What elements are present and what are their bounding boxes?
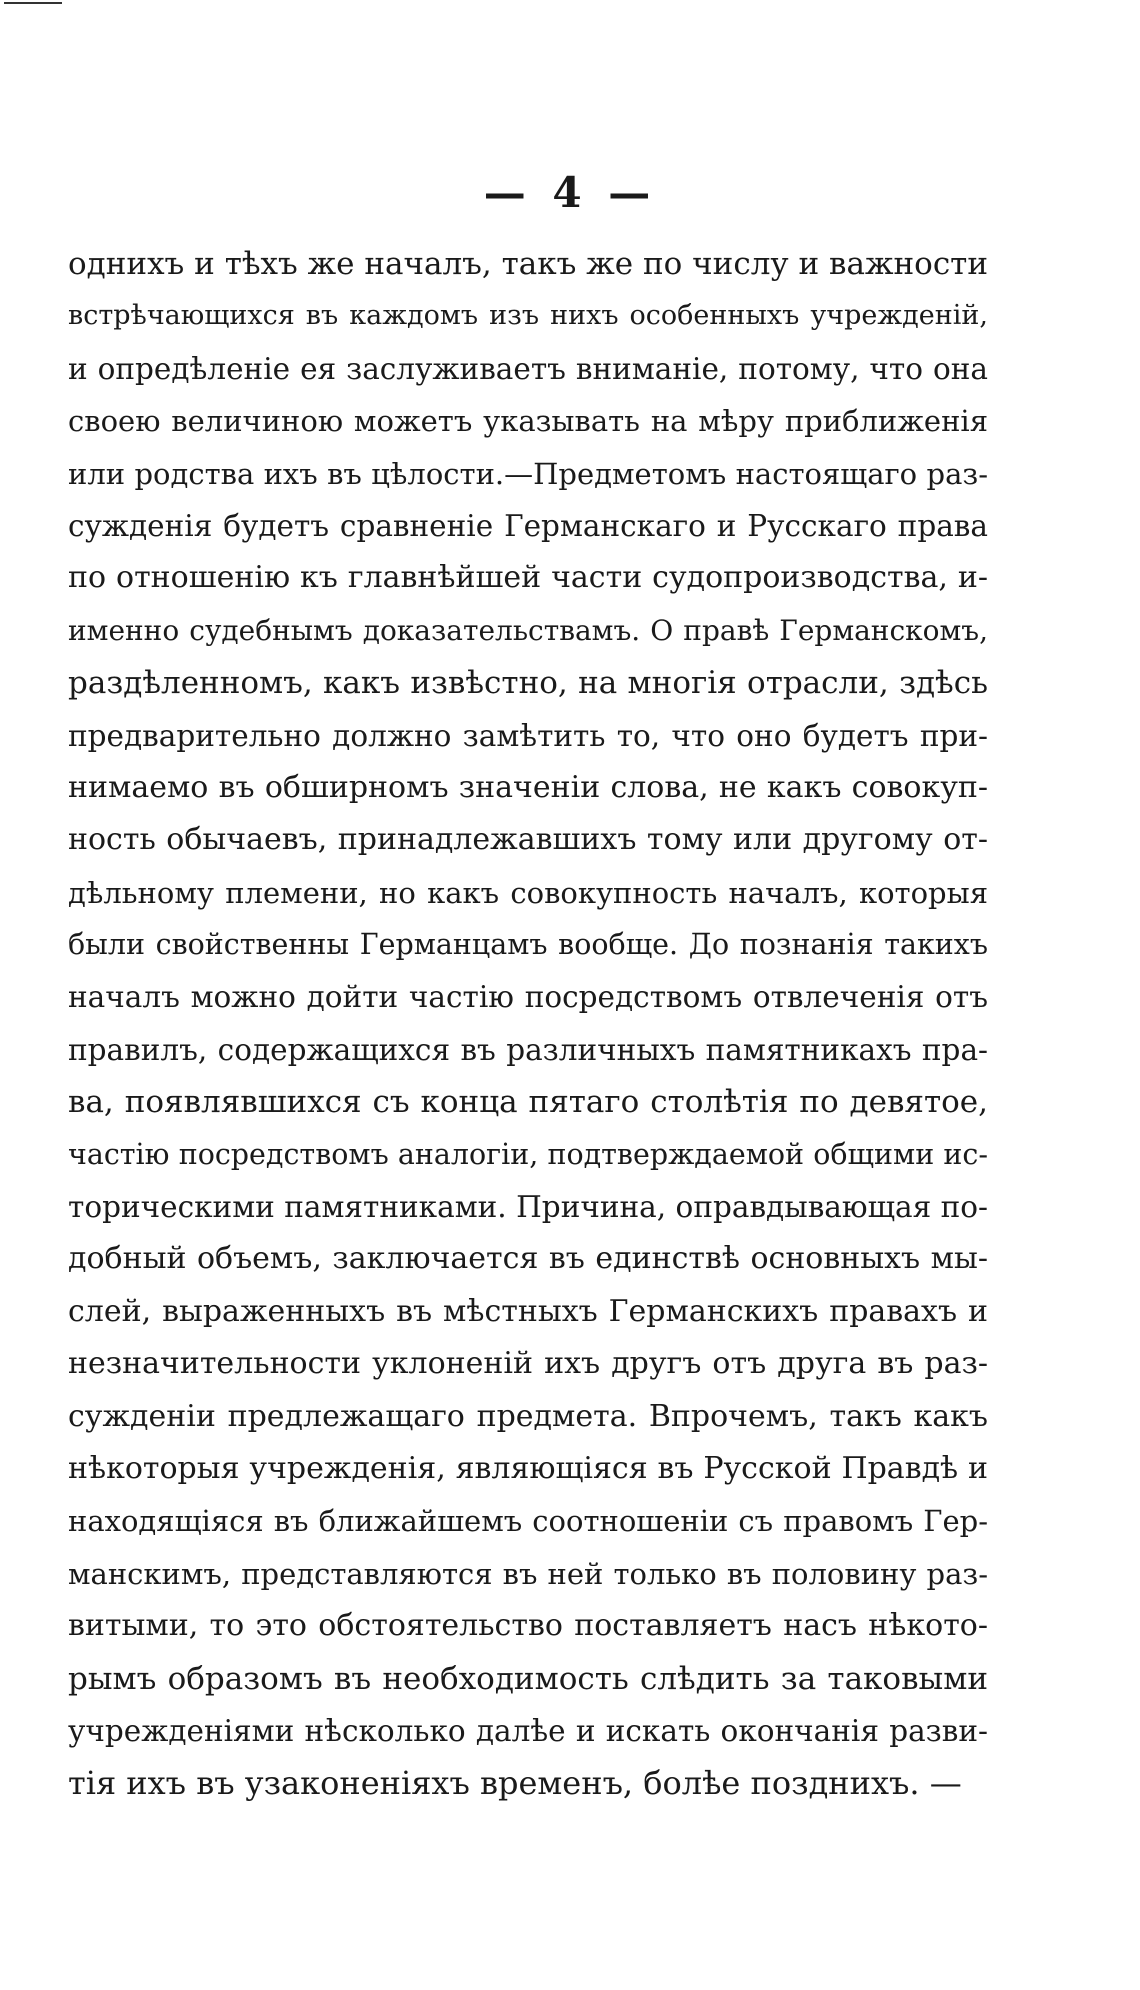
text-line: добный объемъ, заключается въ единствѣ основныхъ мы- — [68, 1241, 988, 1277]
text-line: частію посредствомъ аналогіи, подтверждаемой общими ис- — [68, 1137, 988, 1171]
text-line: своею величиною можетъ указывать на мѣру приближенія — [68, 404, 988, 439]
text-line: сужденіи предлежащаго предмета. Впрочемъ, такъ какъ — [68, 1398, 988, 1434]
text-line: ность обычаевъ, принадлежавшихъ тому или другому от- — [68, 822, 988, 858]
text-line: торическими памятниками. Причина, оправдывающая по- — [68, 1190, 988, 1225]
text-line: или родства ихъ въ цѣлости.—Предметомъ настоящаго раз- — [68, 456, 988, 491]
text-line: правилъ, содержащихся въ различныхъ памятникахъ пра- — [68, 1032, 988, 1067]
text-line: раздѣленномъ, какъ извѣстно, на многія отрасли, здѣсь — [68, 665, 988, 702]
text-line: манскимъ, представляются въ ней только въ половину раз- — [68, 1556, 988, 1591]
text-line: были свойственны Германцамъ вообще. До познанія такихъ — [68, 928, 988, 962]
text-line: витыми, то это обстоятельство поставляетъ насъ нѣкото- — [68, 1608, 988, 1644]
text-line: началъ можно дойти частію посредствомъ отвлеченія отъ — [68, 980, 988, 1015]
page-number: — 4 — — [483, 168, 657, 217]
text-line: незначительности уклоненій ихъ другъ отъ друга въ раз- — [68, 1346, 988, 1382]
text-line: ва, появлявшихся съ конца пятаго столѣтія по девятое, — [68, 1084, 988, 1121]
text-line: встрѣчающихся въ каждомъ изъ нихъ особенныхъ учрежденій, — [68, 300, 988, 332]
text-line: слей, выраженныхъ въ мѣстныхъ Германскихъ правахъ и — [68, 1293, 988, 1329]
text-line: рымъ образомъ въ необходимость слѣдить за таковыми — [68, 1660, 988, 1697]
text-line: и опредѣленіе ея заслуживаетъ вниманіе, потому, что она — [68, 351, 988, 386]
text-line: тія ихъ въ узаконеніяхъ временъ, болѣе позднихъ. — — [68, 1764, 962, 1803]
text-line: однихъ и тѣхъ же началъ, такъ же по числу и важности — [68, 246, 988, 282]
text-line: учрежденіями нѣсколько далѣе и искать окончанія разви- — [68, 1713, 988, 1748]
text-line: предварительно должно замѣтить то, что оно будетъ при- — [68, 718, 988, 753]
text-line: нѣкоторыя учрежденія, являющіяся въ Русской Правдѣ и — [68, 1450, 988, 1486]
scan-corner-mark — [4, 2, 62, 4]
text-line: по отношенію къ главнѣйшей части судопроизводства, и- — [68, 560, 988, 596]
body-text — [68, 238, 988, 1810]
text-line: находящіяся въ ближайшемъ соотношеніи съ правомъ Гер- — [68, 1504, 988, 1539]
text-line: дѣльному племени, но какъ совокупность началъ, которыя — [68, 875, 988, 910]
text-line: сужденія будетъ сравненіе Германскаго и Русскаго права — [68, 508, 988, 543]
text-line: нимаемо въ обширномъ значеніи слова, не какъ совокуп- — [68, 769, 988, 805]
text-line: именно судебнымъ доказательствамъ. О правѣ Германскомъ, — [68, 613, 988, 647]
